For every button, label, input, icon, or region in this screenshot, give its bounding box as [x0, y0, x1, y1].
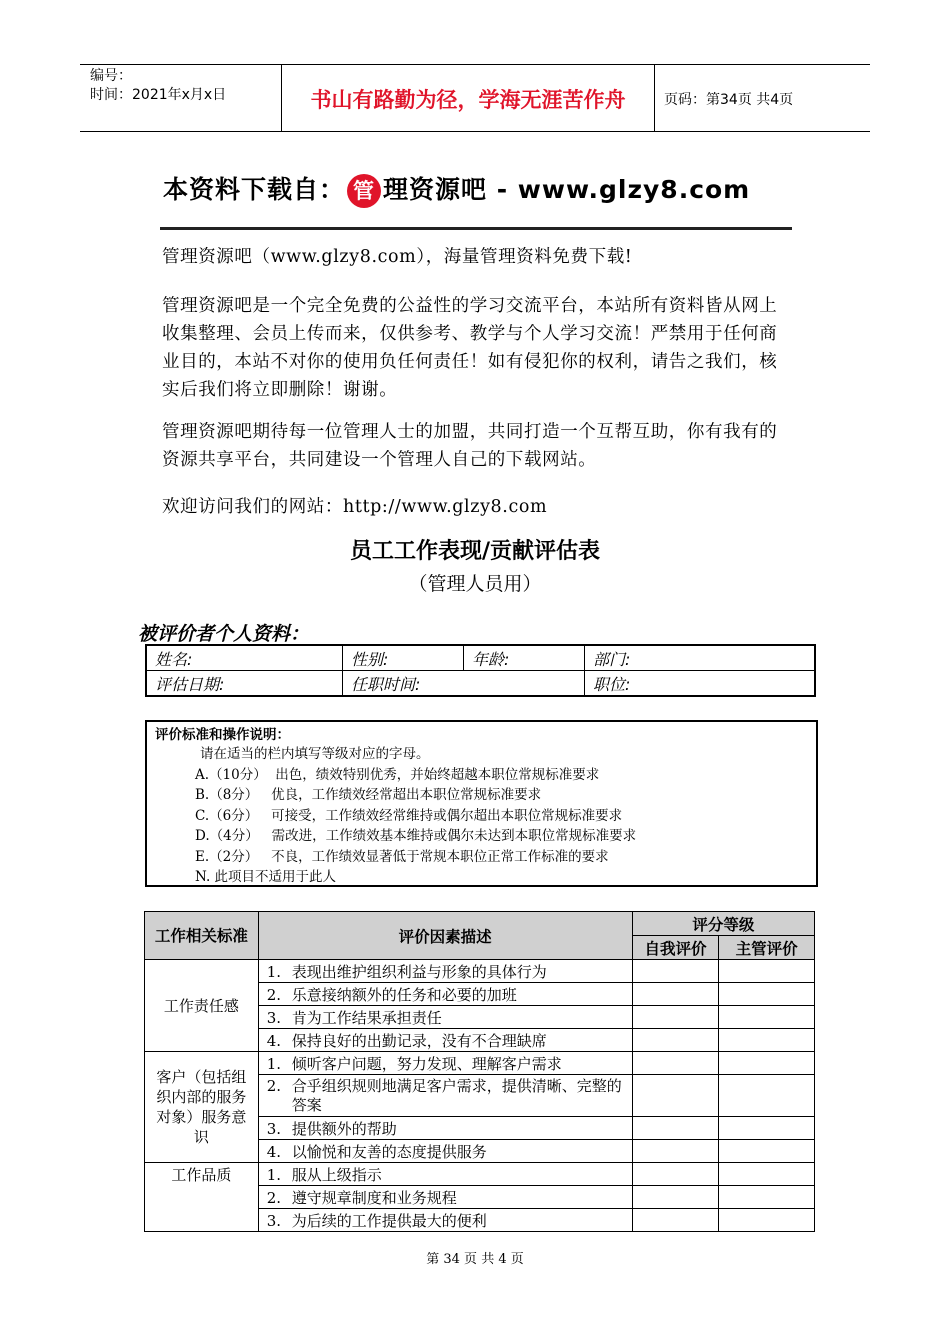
- name-field[interactable]: 姓名:: [146, 645, 343, 671]
- eval-date-field[interactable]: 评估日期:: [146, 671, 343, 697]
- gender-field[interactable]: 性别:: [343, 645, 464, 671]
- item-number: 3.: [266, 1008, 281, 1027]
- manager-score-cell[interactable]: [719, 1117, 815, 1140]
- header-divider: [654, 64, 655, 131]
- header-top-rule: [80, 64, 870, 65]
- age-field[interactable]: 年龄:: [464, 645, 585, 671]
- manager-score-cell[interactable]: [719, 1140, 815, 1163]
- col-manager-eval: 主管评价: [719, 936, 815, 960]
- item-number: 2.: [266, 985, 281, 1004]
- table-row: [145, 1052, 815, 1075]
- banner-title: [163, 170, 750, 208]
- criteria-line: 请在适当的栏内填写等级对应的字母。: [200, 746, 430, 762]
- header-meta: [90, 67, 226, 105]
- banner-title-post: 理资源吧 - www.glzy8.com: [383, 175, 751, 204]
- item-text: 为后续的工作提供最大的便利: [291, 1211, 487, 1230]
- banner-rule: [160, 227, 792, 230]
- self-score-cell[interactable]: [632, 1140, 719, 1163]
- position-field[interactable]: 职位:: [585, 671, 816, 697]
- self-score-cell[interactable]: [632, 983, 719, 1006]
- item-text: 提供额外的帮助: [291, 1119, 397, 1138]
- manager-score-cell[interactable]: [719, 1006, 815, 1029]
- col-standard: 工作相关标准: [145, 912, 259, 960]
- item-number: 2.: [266, 1076, 281, 1095]
- personal-info-table: [145, 644, 816, 697]
- item-text: 遵守规章制度和业务规程: [291, 1188, 457, 1207]
- self-score-cell[interactable]: [632, 960, 719, 983]
- manager-score-cell[interactable]: [719, 1029, 815, 1052]
- document-title: 员工工作表现/贡献评估表: [349, 539, 601, 564]
- item-number: 1.: [266, 1054, 281, 1073]
- self-score-cell[interactable]: [632, 1029, 719, 1052]
- banner-paragraph-4: 欢迎访问我们的网站：http://www.glzy8.com: [162, 497, 548, 517]
- manager-score-cell[interactable]: [719, 1209, 815, 1232]
- self-score-cell[interactable]: [632, 1117, 719, 1140]
- item-text: 服从上级指示: [291, 1165, 382, 1184]
- criteria-line: B.（8分） 优良，工作绩效经常超出本职位常规标准要求: [195, 787, 542, 803]
- banner-paragraph-1: 管理资源吧（www.glzy8.com），海量管理资料免费下载!: [162, 247, 633, 267]
- header-bottom-rule: [80, 131, 870, 132]
- col-grade: 评分等级: [632, 912, 814, 936]
- item-text: 乐意接纳额外的任务和必要的加班: [291, 985, 517, 1004]
- time-label: 时间：2021年x月x日: [90, 87, 227, 103]
- item-number: 3.: [266, 1119, 281, 1138]
- manager-score-cell[interactable]: [719, 960, 815, 983]
- item-number: 2.: [266, 1188, 281, 1207]
- info-section-label: 被评价者个人资料：: [138, 623, 310, 645]
- criteria-line: E.（2分） 不良，工作绩效显著低于常规本职位正常工作标准的要求: [195, 848, 609, 865]
- category-cell: 客户（包括组织内部的服务对象）服务意识: [145, 1052, 259, 1163]
- manager-score-cell[interactable]: [719, 1163, 815, 1186]
- self-score-cell[interactable]: [632, 1006, 719, 1029]
- banner-paragraph-2: 管理资源吧是一个完全免费的公益性的学习交流平台，本站所有资料皆从网上收集整理、会员上传而来，仅供参考、教学与个人学习交流！严禁用于任何商业目的，本站不对你的使用负任何责任！如有侵犯你的权利，请告之我们，核实后我们将立即删除！谢谢。: [162, 296, 778, 400]
- table-row: [145, 1163, 815, 1186]
- manager-score-cell[interactable]: [719, 1186, 815, 1209]
- table-row: [145, 960, 815, 983]
- banner-paragraph-3: 管理资源吧期待每一位管理人士的加盟，共同打造一个互帮互助，你有我有的资源共享平台，共同建设一个管理人自己的下载网站。: [162, 422, 778, 470]
- self-score-cell[interactable]: [632, 1186, 719, 1209]
- criteria-line: C.（6分） 可接受，工作绩效经常维持或偶尔超出本职位常规标准要求: [195, 807, 623, 824]
- criteria-line: D.（4分） 需改进，工作绩效基本维持或偶尔未达到本职位常规标准要求: [195, 828, 637, 844]
- logo-icon: 管: [347, 174, 381, 208]
- col-description: 评价因素描述: [258, 912, 632, 960]
- manager-score-cell[interactable]: [719, 983, 815, 1006]
- department-field[interactable]: 部门:: [585, 645, 816, 671]
- item-text: 表现出维护组织利益与形象的具体行为: [291, 962, 547, 981]
- manager-score-cell[interactable]: [719, 1052, 815, 1075]
- evaluation-table: [144, 911, 815, 1232]
- item-number: 4.: [266, 1142, 281, 1161]
- col-self-eval: 自我评价: [632, 936, 719, 960]
- item-text: 保持良好的出勤记录，没有不合理缺席: [291, 1031, 547, 1050]
- header-page-label: 页码：第34页 共4页: [664, 92, 794, 108]
- item-number: 1.: [266, 1165, 281, 1184]
- tenure-field[interactable]: 任职时间:: [343, 671, 585, 697]
- self-score-cell[interactable]: [632, 1075, 719, 1117]
- page-footer: 第 34 页 共 4 页: [426, 1252, 524, 1267]
- criteria-line: A.（10分） 出色，绩效特别优秀，并始终超越本职位常规标准要求: [195, 766, 600, 783]
- item-text: 以愉悦和友善的态度提供服务: [291, 1142, 487, 1161]
- category-cell: 工作品质: [145, 1163, 259, 1232]
- self-score-cell[interactable]: [632, 1163, 719, 1186]
- item-number: 4.: [266, 1031, 281, 1050]
- self-score-cell[interactable]: [632, 1209, 719, 1232]
- criteria-box: [145, 720, 818, 887]
- item-text: 合乎组织规则地满足客户需求，提供清晰、完整的答案: [291, 1076, 622, 1114]
- number-label: 编号：: [90, 68, 132, 84]
- item-text: 肯为工作结果承担责任: [291, 1008, 442, 1027]
- category-cell: 工作责任感: [145, 960, 259, 1052]
- document-subtitle: （管理人员用）: [408, 573, 542, 595]
- manager-score-cell[interactable]: [719, 1075, 815, 1117]
- header-motto: 书山有路勤为径，学海无涯苦作舟: [310, 87, 626, 112]
- criteria-title: 评价标准和操作说明：: [155, 727, 290, 743]
- banner-title-pre: 本资料下载自：: [163, 175, 346, 204]
- item-number: 1.: [266, 962, 281, 981]
- item-number: 3.: [266, 1211, 281, 1230]
- criteria-line: N. 此项目不适用于此人: [195, 869, 337, 885]
- self-score-cell[interactable]: [632, 1052, 719, 1075]
- item-text: 倾听客户问题，努力发现、理解客户需求: [291, 1054, 562, 1073]
- criteria-list: [195, 744, 637, 888]
